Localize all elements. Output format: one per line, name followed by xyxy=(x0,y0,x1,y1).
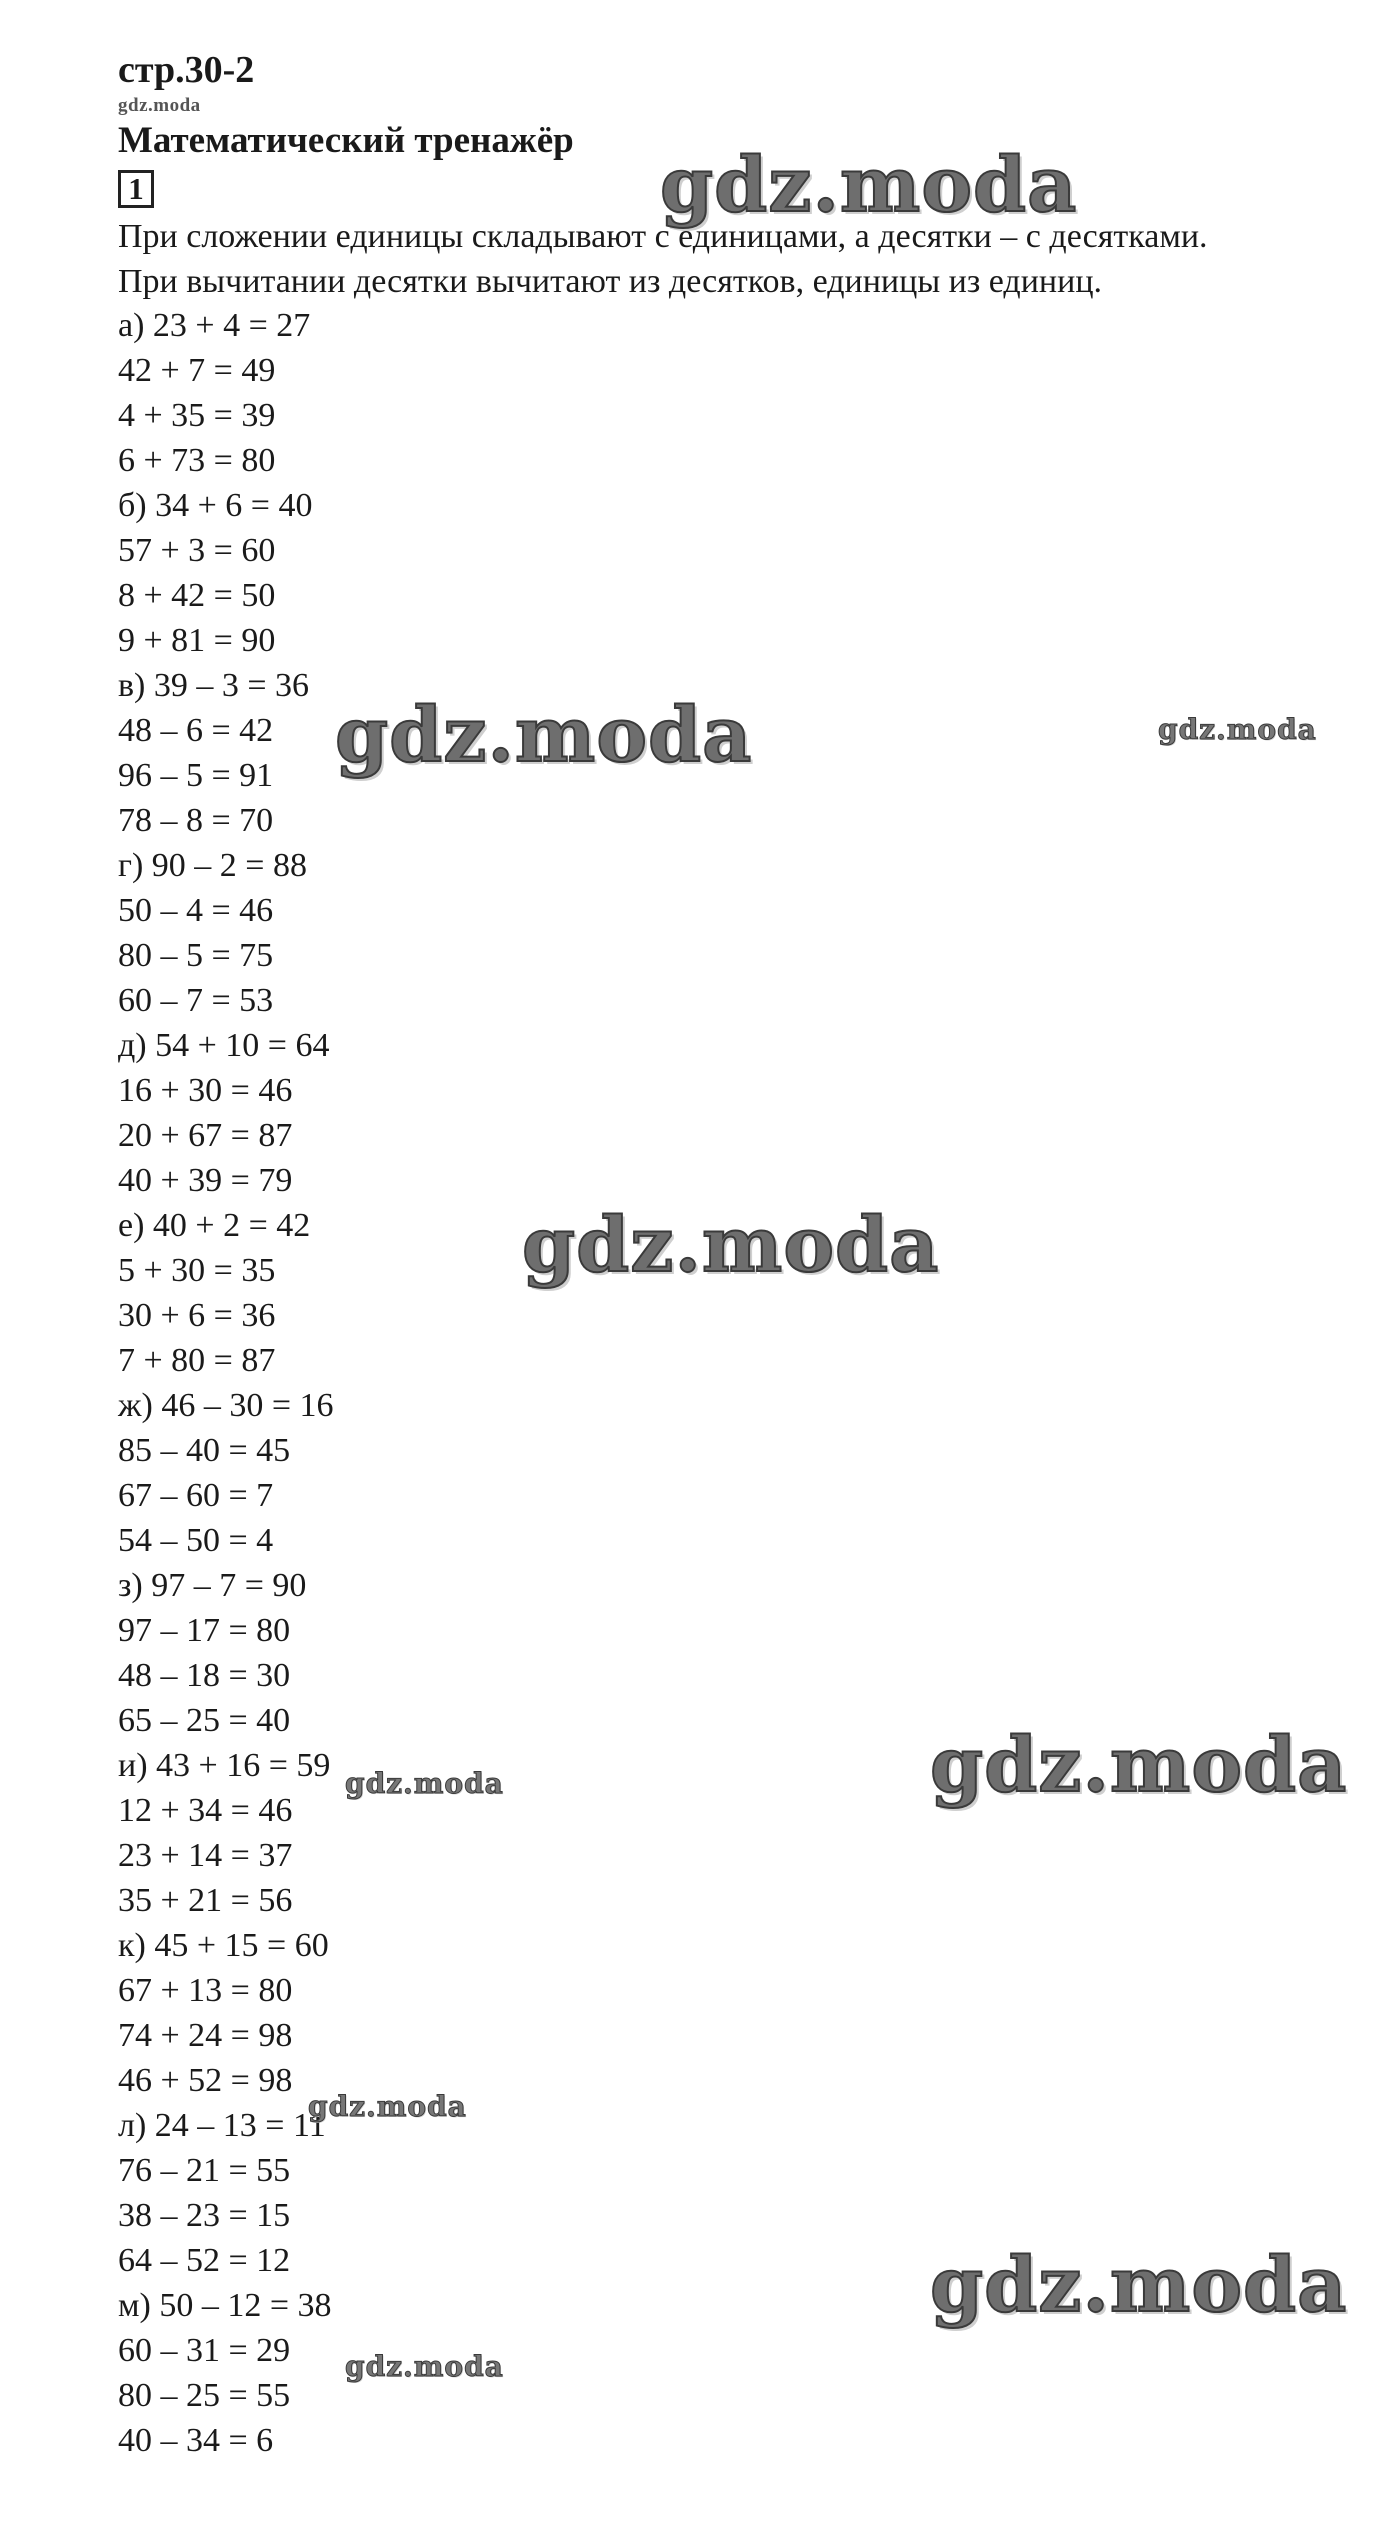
answer-line: в) 39 – 3 = 36 xyxy=(118,667,310,704)
answer-line: 57 + 3 = 60 xyxy=(118,532,276,569)
answer-line: б) 34 + 6 = 40 xyxy=(118,487,313,524)
answer-line: и) 43 + 16 = 59 xyxy=(118,1747,331,1784)
section-title: Математический тренажёр xyxy=(118,120,574,161)
watermark: gdz.moda xyxy=(930,1720,1348,1809)
answer-line: д) 54 + 10 = 64 xyxy=(118,1027,330,1064)
answer-line: 96 – 5 = 91 xyxy=(118,757,274,794)
watermark: gdz.moda xyxy=(335,690,753,779)
page-label: стр.30-2 xyxy=(118,49,255,91)
answer-line: 40 + 39 = 79 xyxy=(118,1162,293,1199)
answer-line: 30 + 6 = 36 xyxy=(118,1297,276,1334)
answer-line: к) 45 + 15 = 60 xyxy=(118,1927,329,1964)
answer-line: 67 + 13 = 80 xyxy=(118,1972,293,2009)
answer-line: е) 40 + 2 = 42 xyxy=(118,1207,311,1244)
answer-line: 5 + 30 = 35 xyxy=(118,1252,276,1289)
watermark: gdz.moda xyxy=(345,1767,504,1800)
answer-line: 4 + 35 = 39 xyxy=(118,397,276,434)
answer-line: 9 + 81 = 90 xyxy=(118,622,276,659)
answer-line: 6 + 73 = 80 xyxy=(118,442,276,479)
answer-line: 12 + 34 = 46 xyxy=(118,1792,293,1829)
answer-line: 48 – 18 = 30 xyxy=(118,1657,291,1694)
answer-line: 60 – 7 = 53 xyxy=(118,982,274,1019)
answer-line: г) 90 – 2 = 88 xyxy=(118,847,307,884)
answer-line: 35 + 21 = 56 xyxy=(118,1882,293,1919)
answer-line: 46 + 52 = 98 xyxy=(118,2062,293,2099)
answer-line: л) 24 – 13 = 11 xyxy=(118,2107,326,2144)
answer-line: 60 – 31 = 29 xyxy=(118,2332,291,2369)
answer-line: 16 + 30 = 46 xyxy=(118,1072,293,1109)
watermark: gdz.moda xyxy=(308,2090,467,2123)
answer-line: 42 + 7 = 49 xyxy=(118,352,276,389)
answer-line: 8 + 42 = 50 xyxy=(118,577,276,614)
answer-line: 65 – 25 = 40 xyxy=(118,1702,291,1739)
answer-line: з) 97 – 7 = 90 xyxy=(118,1567,307,1604)
answer-line: 48 – 6 = 42 xyxy=(118,712,274,749)
watermark: gdz.moda xyxy=(522,1200,940,1289)
watermark: gdz.moda xyxy=(930,2240,1348,2329)
answer-line: 54 – 50 = 4 xyxy=(118,1522,274,1559)
task-number-box: 1 xyxy=(118,170,154,208)
answer-line: 38 – 23 = 15 xyxy=(118,2197,291,2234)
answer-line: 76 – 21 = 55 xyxy=(118,2152,291,2189)
answer-line: 78 – 8 = 70 xyxy=(118,802,274,839)
answer-line: 64 – 52 = 12 xyxy=(118,2242,291,2279)
answer-line: м) 50 – 12 = 38 xyxy=(118,2287,332,2324)
rule-addition: При сложении единицы складывают с единицами, а десятки – с десятками. xyxy=(118,218,1208,255)
answer-line: а) 23 + 4 = 27 xyxy=(118,307,311,344)
watermark: gdz.moda xyxy=(1158,713,1317,746)
small-watermark: gdz.moda xyxy=(118,95,201,116)
answer-line: 20 + 67 = 87 xyxy=(118,1117,293,1154)
answer-line: 67 – 60 = 7 xyxy=(118,1477,274,1514)
answer-line: 50 – 4 = 46 xyxy=(118,892,274,929)
answer-line: 74 + 24 = 98 xyxy=(118,2017,293,2054)
answer-line: 85 – 40 = 45 xyxy=(118,1432,291,1469)
answer-line: 80 – 25 = 55 xyxy=(118,2377,291,2414)
answer-line: ж) 46 – 30 = 16 xyxy=(118,1387,334,1424)
answer-list xyxy=(118,303,334,2463)
answer-line: 7 + 80 = 87 xyxy=(118,1342,276,1379)
answer-line: 80 – 5 = 75 xyxy=(118,937,274,974)
watermark: gdz.moda xyxy=(345,2350,504,2383)
rule-subtraction: При вычитании десятки вычитают из десятков, единицы из единиц. xyxy=(118,263,1103,300)
answer-line: 40 – 34 = 6 xyxy=(118,2422,274,2459)
answer-line: 23 + 14 = 37 xyxy=(118,1837,293,1874)
watermark: gdz.moda xyxy=(660,140,1078,229)
answer-line: 97 – 17 = 80 xyxy=(118,1612,291,1649)
